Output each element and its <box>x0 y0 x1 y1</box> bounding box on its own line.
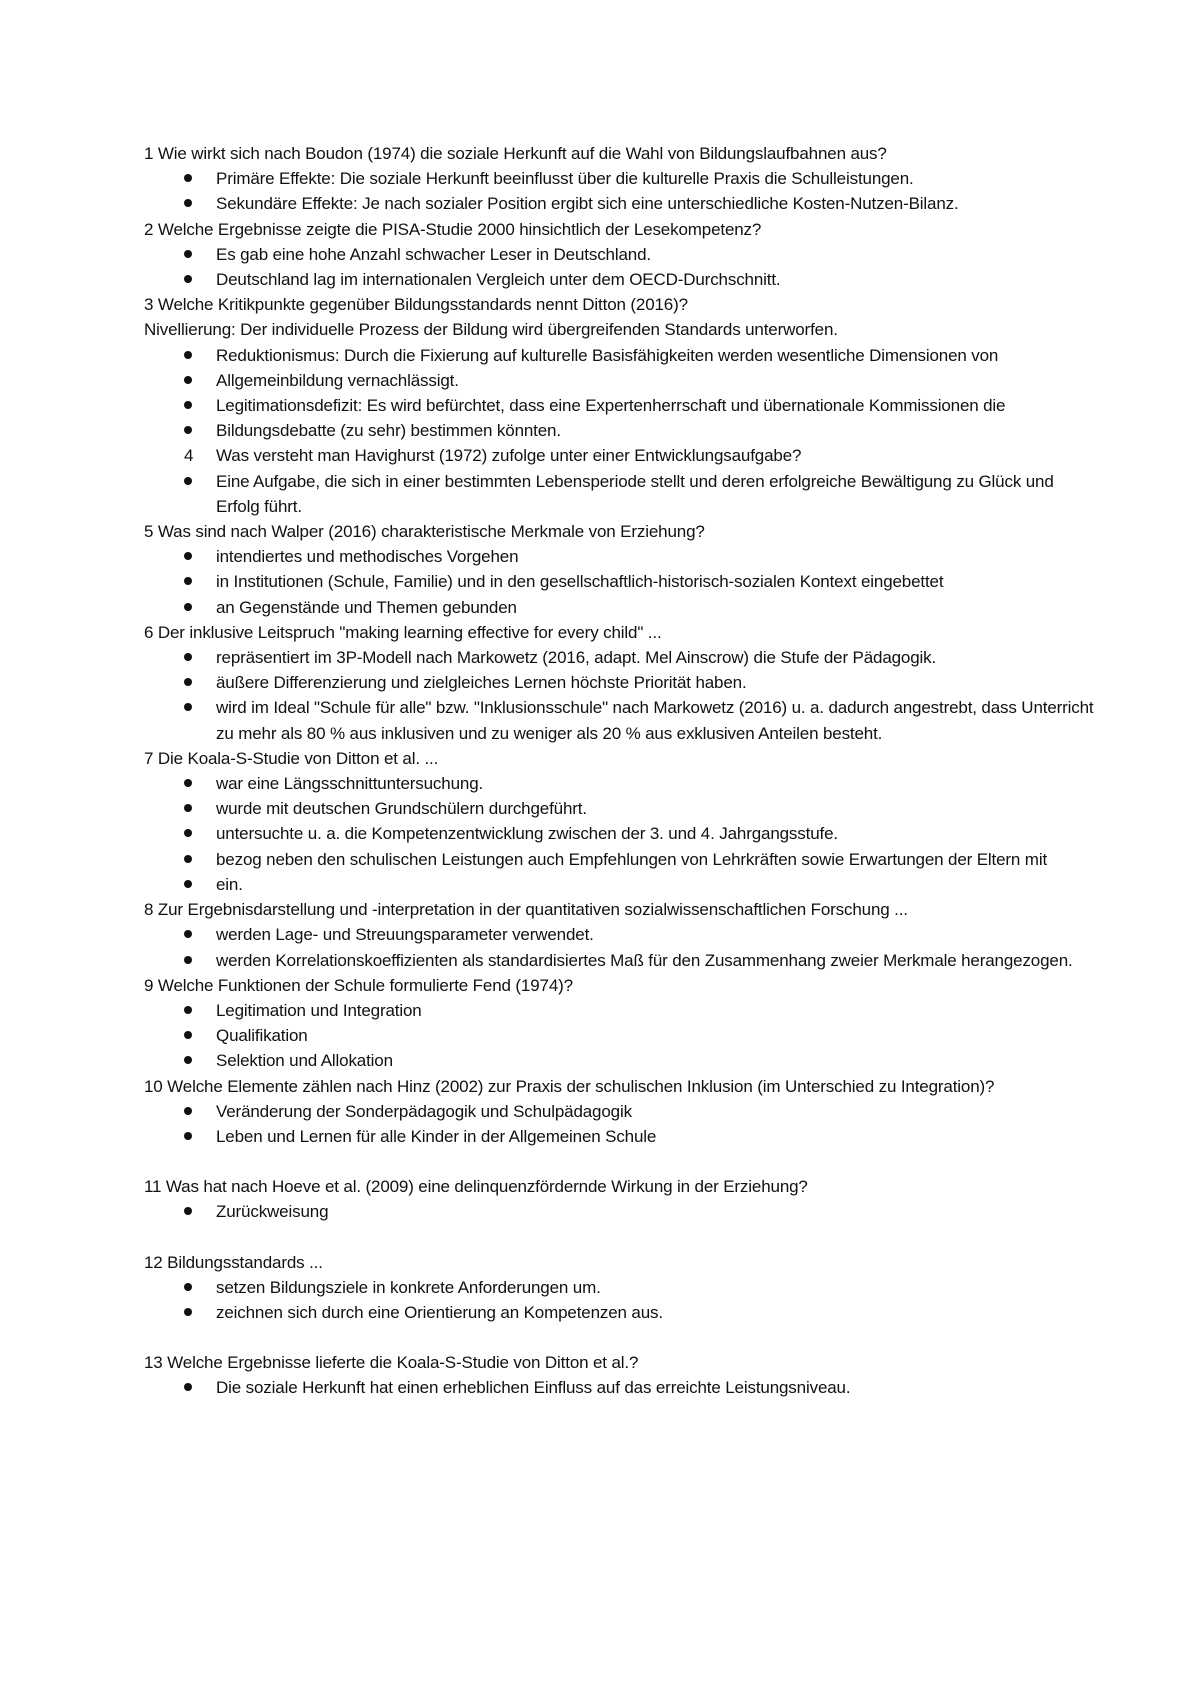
answer-list <box>144 922 1094 972</box>
list-item <box>144 796 1094 821</box>
list-item <box>144 948 1094 973</box>
list-item-text: untersuchte u. a. die Kompetenzentwicklung zwischen der 3. und 4. Jahrgangsstufe. <box>216 824 838 844</box>
list-number: 4 <box>184 446 194 466</box>
list-item-text: setzen Bildungsziele in konkrete Anforderungen um. <box>216 1277 601 1297</box>
question-heading: 13 Welche Ergebnisse lieferte die Koala-S-Studie von Ditton et al.? <box>144 1353 639 1373</box>
question-heading: 8 Zur Ergebnisdarstellung und -interpretation in der quantitativen sozialwissenschaftlichen Forschung ... <box>144 900 908 920</box>
answer-list <box>144 1199 1094 1224</box>
list-item <box>144 418 1094 443</box>
list-item <box>144 343 1094 368</box>
question-heading: 12 Bildungsstandards ... <box>144 1252 323 1272</box>
question-heading: 2 Welche Ergebnisse zeigte die PISA-Studie 2000 hinsichtlich der Lesekompetenz? <box>144 219 762 239</box>
list-item <box>144 267 1094 292</box>
list-item <box>144 1124 1094 1149</box>
list-item <box>144 872 1094 897</box>
list-item <box>144 998 1094 1023</box>
list-item <box>144 1099 1094 1124</box>
list-item-text: Legitimation und Integration <box>216 1000 422 1020</box>
list-item-text: wird im Ideal "Schule für alle" bzw. "Inklusionsschule" nach Markowetz (2016) u. a. dadurch angestrebt, dass Unterricht zu mehr als 80 % aus inklusiven und zu weniger als 20 % aus exklusiven Anteilen besteht. <box>216 698 1094 743</box>
list-item-text: zeichnen sich durch eine Orientierung an Kompetenzen aus. <box>216 1302 663 1322</box>
answer-list <box>144 544 1094 620</box>
list-item <box>144 569 1094 594</box>
list-item-text: Es gab eine hohe Anzahl schwacher Leser in Deutschland. <box>216 244 651 264</box>
list-item-text: intendiertes und methodisches Vorgehen <box>216 547 519 567</box>
list-item <box>144 544 1094 569</box>
list-item-text: Qualifikation <box>216 1026 308 1046</box>
answer-list <box>144 998 1094 1074</box>
list-item <box>144 191 1094 216</box>
list-item <box>144 1375 1094 1400</box>
question-heading: 7 Die Koala-S-Studie von Ditton et al. ... <box>144 748 439 768</box>
list-item-text: Sekundäre Effekte: Je nach sozialer Position ergibt sich eine unterschiedliche Kosten-Nutzen-Bilanz. <box>216 194 959 214</box>
list-item <box>144 469 1094 519</box>
answer-list <box>144 771 1094 897</box>
list-item-text: repräsentiert im 3P-Modell nach Markowetz (2016, adapt. Mel Ainscrow) die Stufe der Pädagogik. <box>216 648 937 668</box>
document-page <box>144 141 1094 1401</box>
list-item-text: Selektion und Allokation <box>216 1051 393 1071</box>
list-item <box>144 771 1094 796</box>
list-item <box>144 922 1094 947</box>
list-item <box>144 166 1094 191</box>
list-item <box>144 242 1094 267</box>
list-item-text: bezog neben den schulischen Leistungen auch Empfehlungen von Lehrkräften sowie Erwartungen der Eltern mit <box>216 849 1048 869</box>
question-heading: 6 Der inklusive Leitspruch "making learning effective for every child" ... <box>144 622 662 642</box>
question-heading: 9 Welche Funktionen der Schule formulierte Fend (1974)? <box>144 975 573 995</box>
list-item <box>144 1300 1094 1325</box>
list-item <box>144 670 1094 695</box>
list-item-text: Die soziale Herkunft hat einen erheblichen Einfluss auf das erreichte Leistungsniveau. <box>216 1378 851 1398</box>
answer-list <box>144 242 1094 292</box>
list-item-text: Reduktionismus: Durch die Fixierung auf kulturelle Basisfähigkeiten werden wesentliche Dimensionen von <box>216 345 999 365</box>
list-item <box>144 821 1094 846</box>
answer-list <box>144 645 1094 746</box>
answer-list <box>144 343 1094 519</box>
list-item <box>144 1199 1094 1224</box>
list-item-text: Was versteht man Havighurst (1972) zufolge unter einer Entwicklungsaufgabe? <box>216 446 802 466</box>
list-item-text: Veränderung der Sonderpädagogik und Schulpädagogik <box>216 1101 632 1121</box>
question-heading: 3 Welche Kritikpunkte gegenüber Bildungsstandards nennt Ditton (2016)? <box>144 295 688 315</box>
list-item-text: Bildungsdebatte (zu sehr) bestimmen könnten. <box>216 421 561 441</box>
list-item <box>144 1023 1094 1048</box>
list-item <box>144 443 1094 468</box>
list-item-text: war eine Längsschnittuntersuchung. <box>216 774 484 794</box>
list-item-text: Primäre Effekte: Die soziale Herkunft beeinflusst über die kulturelle Praxis die Schulleistungen. <box>216 169 914 189</box>
list-item-text: ein. <box>216 874 243 894</box>
list-item <box>144 847 1094 872</box>
answer-list <box>144 1375 1094 1400</box>
list-item-text: Legitimationsdefizit: Es wird befürchtet, dass eine Expertenherrschaft und übernationale Kommissionen die <box>216 396 1006 416</box>
list-item <box>144 1275 1094 1300</box>
list-item <box>144 645 1094 670</box>
list-item-text: Eine Aufgabe, die sich in einer bestimmten Lebensperiode stellt und deren erfolgreiche Bewältigung zu Glück und Erfolg führt. <box>216 471 1054 516</box>
list-item <box>144 1048 1094 1073</box>
list-item-text: werden Korrelationskoeffizienten als standardisiertes Maß für den Zusammenhang zweier Merkmale herangezogen. <box>216 950 1073 970</box>
list-item-text: Leben und Lernen für alle Kinder in der Allgemeinen Schule <box>216 1126 657 1146</box>
list-item <box>144 393 1094 418</box>
answer-list <box>144 1099 1094 1149</box>
list-item <box>144 695 1094 745</box>
list-item-text: an Gegenstände und Themen gebunden <box>216 597 517 617</box>
list-item-text: werden Lage- und Streuungsparameter verwendet. <box>216 925 594 945</box>
question-heading: 11 Was hat nach Hoeve et al. (2009) eine delinquenzfördernde Wirkung in der Erziehung? <box>144 1177 808 1197</box>
list-item-text: Zurückweisung <box>216 1202 329 1222</box>
question-heading: 10 Welche Elemente zählen nach Hinz (2002) zur Praxis der schulischen Inklusion (im Unterschied zu Integration)? <box>144 1076 995 1096</box>
answer-list <box>144 1275 1094 1325</box>
list-item-text: Deutschland lag im internationalen Vergleich unter dem OECD-Durchschnitt. <box>216 270 781 290</box>
question-heading: 1 Wie wirkt sich nach Boudon (1974) die soziale Herkunft auf die Wahl von Bildungslaufbahnen aus? <box>144 144 887 163</box>
list-item <box>144 368 1094 393</box>
statement-paragraph: Nivellierung: Der individuelle Prozess der Bildung wird übergreifenden Standards unterworfen. <box>144 320 838 340</box>
answer-list <box>144 166 1094 216</box>
list-item-text: in Institutionen (Schule, Familie) und in den gesellschaftlich-historisch-sozialen Kontext eingebettet <box>216 572 944 592</box>
list-item-text: äußere Differenzierung und zielgleiches Lernen höchste Priorität haben. <box>216 673 747 693</box>
list-item-text: Allgemeinbildung vernachlässigt. <box>216 370 459 390</box>
list-item-text: wurde mit deutschen Grundschülern durchgeführt. <box>216 799 587 819</box>
list-item <box>144 595 1094 620</box>
question-heading: 5 Was sind nach Walper (2016) charakteristische Merkmale von Erziehung? <box>144 522 705 542</box>
